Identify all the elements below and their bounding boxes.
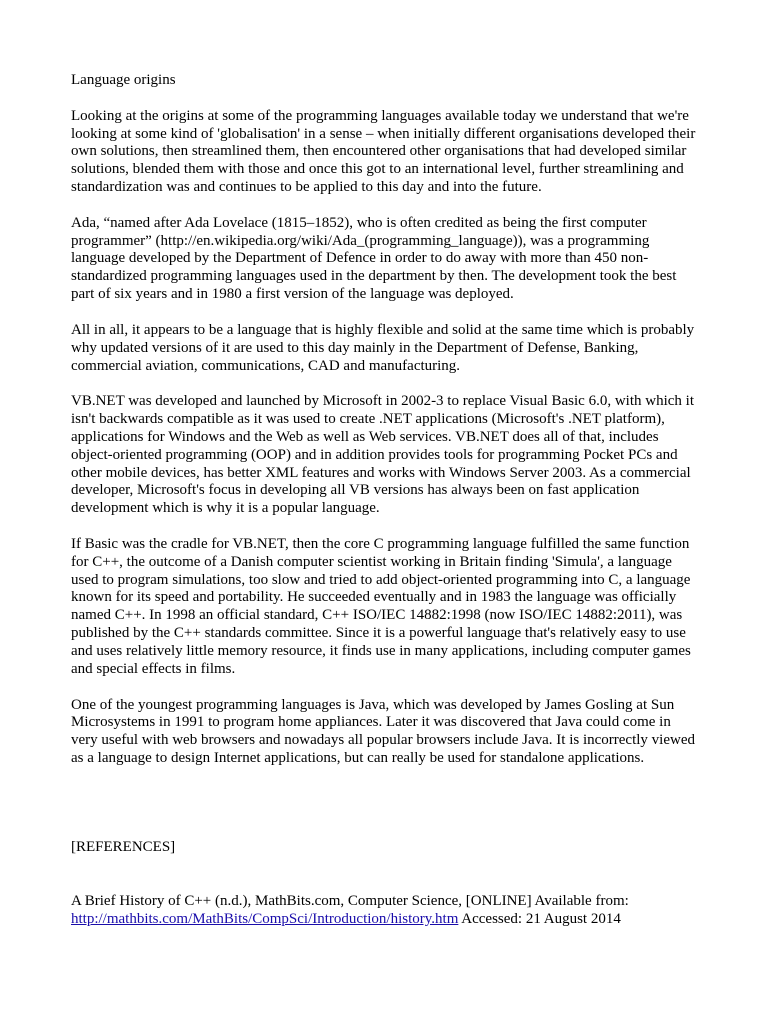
references-heading: [REFERENCES] bbox=[71, 839, 176, 856]
document-page bbox=[71, 72, 701, 946]
paragraph-cpp: If Basic was the cradle for VB.NET, then the core C programming language fulfilled the same function for C++, the outcome of a Danish computer scientist working in Britain finding 'Simula', a language used to program simulations, too slow and tried to add object-oriented programming into C, a language known for its speed and portability. He succeeded eventually and in 1983 the language was officially named C++. In 1998 an official standard, C++ ISO/IEC 14882:1998 (now ISO/IEC 14882:2011), was published by the C++ standards committee. Since it is a powerful language that's relatively easy to use and uses relatively little memory resource, it finds use in many applications, including computer games and special effects in films. bbox=[71, 535, 691, 677]
reference-accessed: Accessed: 21 August 2014 bbox=[458, 910, 621, 927]
paragraph-java: One of the youngest programming languages is Java, which was developed by James Gosling at Sun Microsystems in 1991 to program home appliances. Later it was discovered that Java could come in very useful with web browsers and nowadays all popular browsers include Java. It is incorrectly viewed as a language to design Internet applications, but can really be used for standalone applications. bbox=[71, 696, 695, 767]
paragraph-vbnet: VB.NET was developed and launched by Microsoft in 2002-3 to replace Visual Basic 6.0, with which it isn't backwards compatible as it was used to create .NET applications (Microsoft's .NET platform), applications for Windows and the Web as well as Web services. VB.NET does all of that, includes object-oriented programming (OOP) and in addition provides tools for programming Pocket PCs and other mobile devices, has better XML features and works with Windows Server 2003. As a commercial developer, Microsoft's focus in developing all VB versions has always been on fast application development which is why it is a popular language. bbox=[71, 393, 694, 517]
paragraph-origins: Looking at the origins at some of the programming languages available today we understand that we're looking at some kind of 'globalisation' in a sense – when initially different organisations developed their own solutions, then streamlined them, then encountered other organisations that had developed similar solutions, blended them with those and once this got to an international level, further streamlining and standardization was and continues to be applied to this day and into the future. bbox=[71, 107, 696, 196]
reference-entry bbox=[71, 893, 701, 929]
reference-text: A Brief History of C++ (n.d.), MathBits.com, Computer Science, [ONLINE] Available from: bbox=[71, 892, 629, 909]
reference-link[interactable]: http://mathbits.com/MathBits/CompSci/Introduction/history.htm bbox=[71, 910, 459, 927]
paragraph-ada: Ada, “named after Ada Lovelace (1815–1852), who is often credited as being the first computer programmer” (http://en.wikipedia.org/wiki/Ada_(programming_language)), was a programming language developed by the Department of Defence in order to do away with more than 450 non-standardized programming languages used in the department by then. The development took the best part of six years and in 1980 a first version of the language was deployed. bbox=[71, 214, 677, 303]
paragraph-ada-usage: All in all, it appears to be a language that is highly flexible and solid at the same time which is probably why updated versions of it are used to this day mainly in the Department of Defense, Banking, commercial aviation, communications, CAD and manufacturing. bbox=[71, 321, 695, 374]
document-title: Language origins bbox=[71, 72, 176, 88]
